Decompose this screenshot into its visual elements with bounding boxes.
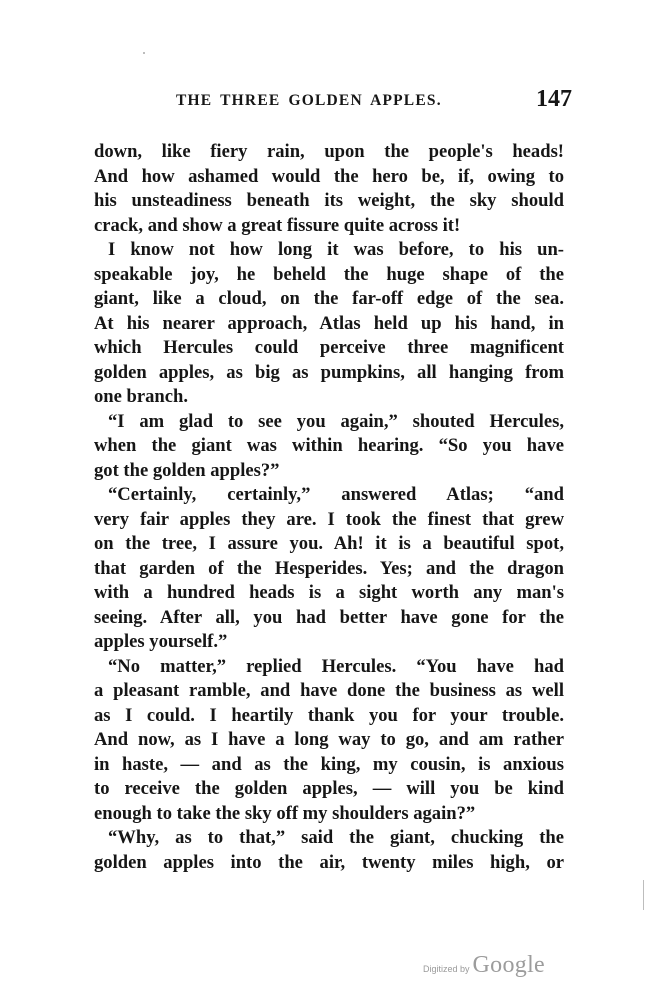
- text-line: And how ashamed would the hero be, if, owing to: [94, 165, 564, 187]
- body-text: [94, 140, 564, 875]
- text-line: his unsteadiness beneath its weight, the sky should: [94, 190, 564, 211]
- text-line: “I am glad to see you again,” shouted Hercules,: [108, 410, 564, 432]
- text-line: got the golden apples?”: [94, 459, 280, 481]
- text-line: when the giant was within hearing. “So you have: [94, 435, 564, 456]
- page-number: 147: [536, 86, 572, 112]
- text-line: to receive the golden apples, — will you be kind: [94, 778, 564, 799]
- text-line: At his nearer approach, Atlas held up his hand, in: [94, 312, 564, 334]
- text-line: giant, like a cloud, on the far-off edge of the sea.: [94, 288, 564, 309]
- text-line: as I could. I heartily thank you for your trouble.: [94, 704, 564, 726]
- text-line: I know not how long it was before, to his un-: [108, 239, 564, 260]
- text-line: down, like fiery rain, upon the people's heads!: [94, 141, 564, 162]
- text-line: enough to take the sky off my shoulders again?”: [94, 802, 476, 824]
- text-line: very fair apples they are. I took the finest that grew: [94, 508, 564, 530]
- text-line: crack, and show a great fissure quite across it!: [94, 214, 461, 236]
- google-logo: Google: [472, 952, 545, 978]
- text-line: seeing. After all, you had better have gone for the: [94, 606, 564, 628]
- text-line: “Why, as to that,” said the giant, chucking the: [108, 827, 564, 848]
- text-line: “Certainly, certainly,” answered Atlas; “and: [108, 484, 564, 505]
- text-line: a pleasant ramble, and have done the business as well: [94, 680, 564, 701]
- text-line: “No matter,” replied Hercules. “You have had: [108, 655, 564, 677]
- text-line: speakable joy, he beheld the huge shape of the: [94, 263, 564, 285]
- text-line: in haste, — and as the king, my cousin, is anxious: [94, 753, 564, 775]
- digitized-by-label: Digitized by: [423, 964, 470, 974]
- text-line: one branch.: [94, 386, 189, 407]
- text-line: on the tree, I assure you. Ah! it is a beautiful spot,: [94, 533, 564, 554]
- page-header: [176, 86, 572, 120]
- running-title: THE THREE GOLDEN APPLES.: [176, 92, 442, 109]
- text-line: And now, as I have a long way to go, and am rather: [94, 729, 564, 750]
- text-line: with a hundred heads is a sight worth any man's: [94, 582, 564, 603]
- scan-mark: [143, 52, 145, 54]
- scan-mark: [643, 880, 644, 910]
- text-line: apples yourself.”: [94, 631, 228, 652]
- text-line: that garden of the Hesperides. Yes; and the dragon: [94, 557, 564, 579]
- digitized-watermark: [423, 952, 545, 979]
- text-line: golden apples into the air, twenty miles high, or: [94, 851, 564, 873]
- text-line: which Hercules could perceive three magnificent: [94, 337, 564, 358]
- text-line: golden apples, as big as pumpkins, all hanging from: [94, 361, 564, 383]
